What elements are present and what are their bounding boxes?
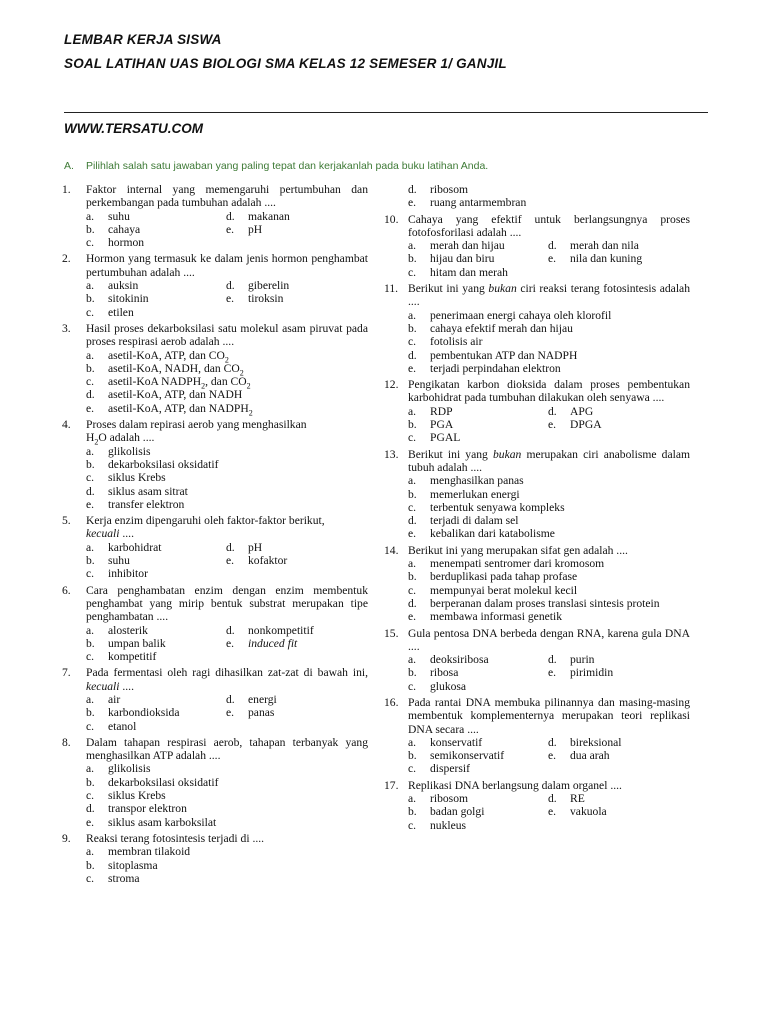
- option-b: karbondioksida: [108, 706, 180, 720]
- question-13: [384, 448, 690, 541]
- option-letter: e.: [226, 636, 235, 650]
- option-letter: e.: [86, 497, 95, 511]
- option-letter: c.: [86, 789, 95, 803]
- option-d: pH: [248, 540, 263, 554]
- option-c: glukosa: [430, 679, 467, 693]
- question-text: Pengikatan karbon dioksida dalam proses pembentukan karbohidrat pada tumbuhan dilakukan oleh senyawa ....: [408, 378, 690, 405]
- option-letter: a.: [86, 444, 95, 458]
- option-letter: d.: [226, 540, 235, 554]
- option-letter: a.: [86, 209, 95, 223]
- question-text: Faktor internal yang memengaruhi pertumbuhan dan perkembangan pada tumbuhan adalah ....: [86, 183, 368, 210]
- option-letter: d.: [226, 623, 235, 637]
- question-text: Replikasi DNA berlangsung dalam organel ....: [408, 778, 622, 792]
- header-subtitle: SOAL LATIHAN UAS BIOLOGI SMA KELAS 12 SEMESER 1/ GANJIL: [64, 56, 507, 71]
- option-letter: b.: [86, 222, 95, 236]
- question-16: [384, 696, 690, 776]
- option-letter: b.: [408, 666, 417, 680]
- option-letter: e.: [226, 292, 235, 306]
- question-text: Reaksi terang fotosintesis terjadi di ....: [86, 831, 265, 845]
- option-a: air: [108, 692, 121, 706]
- option-letter: e.: [226, 554, 235, 568]
- option-letter: e.: [548, 252, 557, 266]
- question-number: 1.: [62, 183, 71, 196]
- option-b: ribosa: [430, 666, 459, 680]
- options: [86, 445, 368, 511]
- option-letter: d.: [226, 279, 235, 293]
- option-d: giberelin: [248, 279, 290, 293]
- options: [408, 653, 690, 693]
- option-d: nonkompetitif: [248, 623, 314, 637]
- option-letter: d.: [408, 348, 417, 362]
- option-letter: d.: [86, 484, 95, 498]
- option-d: transpor elektron: [108, 802, 187, 816]
- question-12: [384, 378, 690, 444]
- option-letter: e.: [548, 418, 557, 432]
- question-number: 14.: [384, 543, 399, 557]
- option-d: APG: [570, 404, 594, 418]
- option-letter: b.: [408, 418, 417, 432]
- left-column: [62, 183, 368, 888]
- question-number: 5.: [62, 514, 71, 528]
- option-b: cahaya efektif merah dan hijau: [430, 321, 573, 335]
- options: [408, 474, 690, 540]
- option-letter: e.: [86, 401, 95, 415]
- option-letter: a.: [408, 557, 417, 571]
- option-letter: e.: [408, 610, 417, 624]
- option-d: berperanan dalam proses translasi sintesis protein: [430, 596, 660, 610]
- option-b: dekarboksilasi oksidatif: [108, 775, 219, 789]
- option-letter: c.: [86, 871, 95, 885]
- question-9-continued: [384, 183, 690, 210]
- question-number: 15.: [384, 626, 399, 640]
- option-letter: c.: [408, 265, 417, 279]
- option-letter: a.: [86, 279, 95, 293]
- option-e: vakuola: [570, 805, 607, 819]
- option-a: alosterik: [108, 623, 148, 637]
- option-letter: a.: [86, 692, 95, 706]
- option-a: penerimaan energi cahaya oleh klorofil: [430, 308, 612, 322]
- option-letter: d.: [548, 792, 557, 806]
- option-b: asetil-KoA, NADH, dan $CO_2$: [108, 361, 244, 378]
- option-a: suhu: [108, 209, 130, 223]
- option-letter: b.: [408, 570, 417, 584]
- option-c: hitam dan merah: [430, 265, 508, 279]
- question-14: [384, 544, 690, 624]
- option-c: siklus Krebs: [108, 789, 166, 803]
- option-e: nila dan kuning: [570, 252, 643, 266]
- option-a: konservatif: [430, 735, 483, 749]
- website-label: WWW.TERSATU.COM: [64, 121, 203, 136]
- option-letter: a.: [86, 845, 95, 859]
- option-b: memerlukan energi: [430, 487, 520, 501]
- option-e: terjadi perpindahan elektron: [430, 361, 561, 375]
- option-c: siklus Krebs: [108, 471, 166, 485]
- options: [408, 405, 690, 445]
- option-c: hormon: [108, 236, 145, 250]
- question-2: [62, 252, 368, 318]
- option-a: auksin: [108, 279, 139, 293]
- option-a: RDP: [430, 404, 453, 418]
- option-letter: b.: [408, 805, 417, 819]
- option-letter: d.: [86, 388, 95, 402]
- question-15: [384, 627, 690, 693]
- question-number: 11.: [384, 282, 399, 296]
- option-a: glikolisis: [108, 762, 151, 776]
- option-c: mempunyai berat molekul kecil: [430, 583, 578, 597]
- question-text: Gula pentosa DNA berbeda dengan RNA, karena gula DNA ....: [408, 626, 690, 653]
- option-letter: e.: [408, 361, 417, 375]
- option-d: merah dan nila: [570, 239, 639, 253]
- question-text: Hormon yang termasuk ke dalam jenis hormon penghambat pertumbuhan adalah ....: [86, 252, 368, 279]
- option-letter: d.: [226, 692, 235, 706]
- options: [408, 557, 690, 623]
- question-number: 12.: [384, 378, 399, 392]
- option-letter: c.: [86, 471, 95, 485]
- question-number: 2.: [62, 252, 71, 266]
- option-letter: a.: [408, 239, 417, 253]
- option-e: kofaktor: [248, 554, 288, 568]
- options: [86, 210, 368, 250]
- option-a: karbohidrat: [108, 540, 162, 554]
- question-number: 9.: [62, 831, 71, 845]
- options: [86, 624, 368, 664]
- option-b: dekarboksilasi oksidatif: [108, 457, 219, 471]
- option-c: etilen: [108, 305, 134, 319]
- option-letter: a.: [86, 762, 95, 776]
- option-b: berduplikasi pada tahap profase: [430, 570, 578, 584]
- question-10: [384, 213, 690, 279]
- option-e: siklus asam karboksilat: [108, 815, 217, 829]
- option-letter: c.: [408, 335, 417, 349]
- option-c: fotolisis air: [430, 335, 483, 349]
- option-letter: e.: [226, 706, 235, 720]
- option-e: panas: [248, 706, 275, 720]
- question-text: Pada rantai DNA membuka pilinannya dan masing-masing membentuk komplementernya merupakan teori replikasi DNA secara ....: [408, 695, 690, 736]
- option-e: pirimidin: [570, 666, 614, 680]
- option-letter: b.: [86, 858, 95, 872]
- option-b: PGA: [430, 418, 454, 432]
- option-letter: c.: [408, 762, 417, 776]
- option-c: dispersif: [430, 762, 470, 776]
- instruction: [64, 160, 714, 172]
- question-text: Pada fermentasi oleh ragi dihasilkan zat-zat di bawah ini, kecuali ....: [86, 666, 368, 693]
- option-letter: c.: [408, 431, 417, 445]
- option-d: RE: [570, 792, 585, 806]
- option-letter: c.: [86, 236, 95, 250]
- question-number: 3.: [62, 321, 71, 335]
- option-a: merah dan hijau: [430, 239, 505, 253]
- option-letter: d.: [86, 802, 95, 816]
- option-b: cahaya: [108, 222, 141, 236]
- option-letter: a.: [86, 623, 95, 637]
- option-letter: a.: [86, 348, 95, 362]
- options: [408, 183, 690, 210]
- option-a: asetil-KoA, ATP, dan $CO_2$: [108, 348, 229, 364]
- document-header: [64, 32, 708, 80]
- option-letter: a.: [86, 540, 95, 554]
- option-e: membawa informasi genetik: [430, 610, 562, 624]
- option-letter: c.: [408, 679, 417, 693]
- option-e: asetil-KoA, ATP, dan $NADPH_2$: [108, 401, 253, 418]
- question-8: [62, 736, 368, 829]
- instruction-letter: A.: [64, 160, 74, 172]
- option-e: induced fit: [248, 636, 298, 650]
- question-number: 6.: [62, 583, 71, 597]
- option-b: sitoplasma: [108, 858, 158, 872]
- option-c: asetil-KoA $NADPH_2$, dan $CO_2$: [108, 375, 251, 391]
- option-a: membran tilakoid: [108, 845, 191, 859]
- right-column: [384, 183, 690, 835]
- question-17: [384, 779, 690, 832]
- option-letter: e.: [86, 815, 95, 829]
- option-e: dua arah: [570, 749, 610, 763]
- question-number: 4.: [62, 418, 71, 432]
- option-e: DPGA: [570, 418, 602, 432]
- question-text: Dalam tahapan respirasi aerob, tahapan terbanyak yang menghasilkan ATP adalah ....: [86, 735, 368, 763]
- option-d: pembentukan ATP dan NADPH: [430, 348, 578, 362]
- option-d: terjadi di dalam sel: [430, 514, 519, 528]
- option-letter: b.: [86, 706, 95, 720]
- question-1: [62, 183, 368, 249]
- option-c: inhibitor: [108, 567, 148, 581]
- option-letter: c.: [86, 650, 95, 664]
- question-number: 7.: [62, 666, 71, 680]
- options: [408, 792, 690, 832]
- question-text: Cara penghambatan enzim dengan enzim membentuk penghambat yang mirip bentuk substrat merupakan tipe penghambatan ....: [86, 583, 368, 624]
- options: [86, 348, 368, 418]
- options: [408, 736, 690, 776]
- option-letter: a.: [408, 653, 417, 667]
- option-letter: b.: [408, 749, 417, 763]
- option-letter: c.: [408, 500, 417, 514]
- option-letter: d.: [548, 735, 557, 749]
- option-letter: e.: [548, 749, 557, 763]
- option-e: ruang antarmembran: [430, 196, 527, 210]
- option-letter: c.: [86, 305, 95, 319]
- question-text: Berikut ini yang merupakan sifat gen adalah ....: [408, 543, 628, 557]
- option-letter: a.: [408, 474, 417, 488]
- header-title: LEMBAR KERJA SISWA: [64, 32, 222, 47]
- option-letter: b.: [86, 361, 95, 375]
- option-d: bireksional: [570, 735, 622, 749]
- option-e: transfer elektron: [108, 497, 185, 511]
- option-e: pH: [248, 222, 263, 236]
- question-number: 10.: [384, 212, 399, 226]
- option-letter: e.: [408, 527, 417, 541]
- option-letter: b.: [408, 321, 417, 335]
- question-text: Kerja enzim dipengaruhi oleh faktor-faktor berikut, kecuali ....: [86, 514, 325, 541]
- option-c: kompetitif: [108, 650, 157, 664]
- options: [86, 541, 368, 581]
- option-letter: b.: [86, 636, 95, 650]
- option-e: tiroksin: [248, 292, 284, 306]
- option-letter: e.: [548, 805, 557, 819]
- question-4: [62, 418, 368, 511]
- option-letter: d.: [408, 596, 417, 610]
- option-b: umpan balik: [108, 636, 166, 650]
- options: [86, 845, 368, 885]
- option-letter: a.: [408, 308, 417, 322]
- option-letter: b.: [86, 775, 95, 789]
- option-letter: e.: [226, 222, 235, 236]
- option-letter: d.: [408, 183, 417, 196]
- option-letter: a.: [408, 404, 417, 418]
- question-number: 17.: [384, 778, 399, 792]
- options: [86, 762, 368, 828]
- option-b: suhu: [108, 554, 130, 568]
- options: [408, 309, 690, 375]
- question-text: Hasil proses dekarboksilasi satu molekul asam piruvat pada proses respirasi aerob adalah ....: [86, 321, 368, 349]
- instruction-text: Pilihlah salah satu jawaban yang paling tepat dan kerjakanlah pada buku latihan Anda.: [86, 160, 489, 172]
- option-letter: c.: [86, 719, 95, 733]
- header-divider: [64, 112, 708, 113]
- option-letter: c.: [408, 818, 417, 832]
- option-letter: c.: [86, 375, 95, 389]
- option-b: semikonservatif: [430, 749, 505, 763]
- option-a: ribosom: [430, 792, 469, 806]
- option-c: PGAL: [430, 431, 461, 445]
- option-letter: e.: [548, 666, 557, 680]
- option-letter: a.: [408, 735, 417, 749]
- question-6: [62, 584, 368, 664]
- option-b: hijau dan biru: [430, 252, 495, 266]
- question-7: [62, 666, 368, 732]
- question-text: Berikut ini yang bukan merupakan ciri anabolisme dalam tubuh adalah ....: [408, 447, 690, 474]
- question-3: [62, 321, 368, 418]
- option-letter: a.: [408, 792, 417, 806]
- option-c: nukleus: [430, 818, 467, 832]
- option-letter: d.: [408, 514, 417, 528]
- question-text: Cahaya yang efektif untuk berlangsungnya proses fotofosforilasi adalah ....: [408, 212, 690, 239]
- option-letter: b.: [86, 292, 95, 306]
- option-letter: b.: [408, 487, 417, 501]
- option-a: deoksiribosa: [430, 653, 489, 667]
- question-text: Berikut ini yang bukan ciri reaksi terang fotosintesis adalah ....: [408, 282, 690, 309]
- option-d: energi: [248, 692, 277, 706]
- option-d: makanan: [248, 209, 290, 223]
- option-letter: b.: [408, 252, 417, 266]
- option-letter: c.: [408, 583, 417, 597]
- option-d: ribosom: [430, 183, 469, 196]
- option-c: terbentuk senyawa kompleks: [430, 500, 565, 514]
- option-b: badan golgi: [430, 805, 485, 819]
- option-letter: d.: [226, 209, 235, 223]
- option-e: kebalikan dari katabolisme: [430, 527, 555, 541]
- question-9: [62, 832, 368, 885]
- option-letter: c.: [86, 567, 95, 581]
- question-number: 13.: [384, 447, 399, 461]
- option-d: siklus asam sitrat: [108, 484, 188, 498]
- option-b: sitokinin: [108, 292, 149, 306]
- option-c: etanol: [108, 719, 137, 733]
- option-a: menghasilkan panas: [430, 474, 524, 488]
- option-a: menempati sentromer dari kromosom: [430, 557, 605, 571]
- question-11: [384, 282, 690, 375]
- question-text: Proses dalam repirasi aerob yang menghasilkan $H_2O$ adalah ....: [86, 418, 307, 447]
- option-c: stroma: [108, 871, 140, 885]
- option-d: asetil-KoA, ATP, dan NADH: [108, 388, 243, 402]
- question-number: 16.: [384, 695, 399, 709]
- option-letter: b.: [86, 554, 95, 568]
- question-5: [62, 514, 368, 580]
- option-letter: b.: [86, 457, 95, 471]
- option-letter: d.: [548, 653, 557, 667]
- options: [86, 693, 368, 733]
- option-d: purin: [570, 653, 595, 667]
- options: [408, 239, 690, 279]
- option-letter: d.: [548, 404, 557, 418]
- question-number: 8.: [62, 735, 71, 749]
- option-letter: d.: [548, 239, 557, 253]
- option-letter: e.: [408, 196, 417, 210]
- options: [86, 279, 368, 319]
- option-a: glikolisis: [108, 444, 151, 458]
